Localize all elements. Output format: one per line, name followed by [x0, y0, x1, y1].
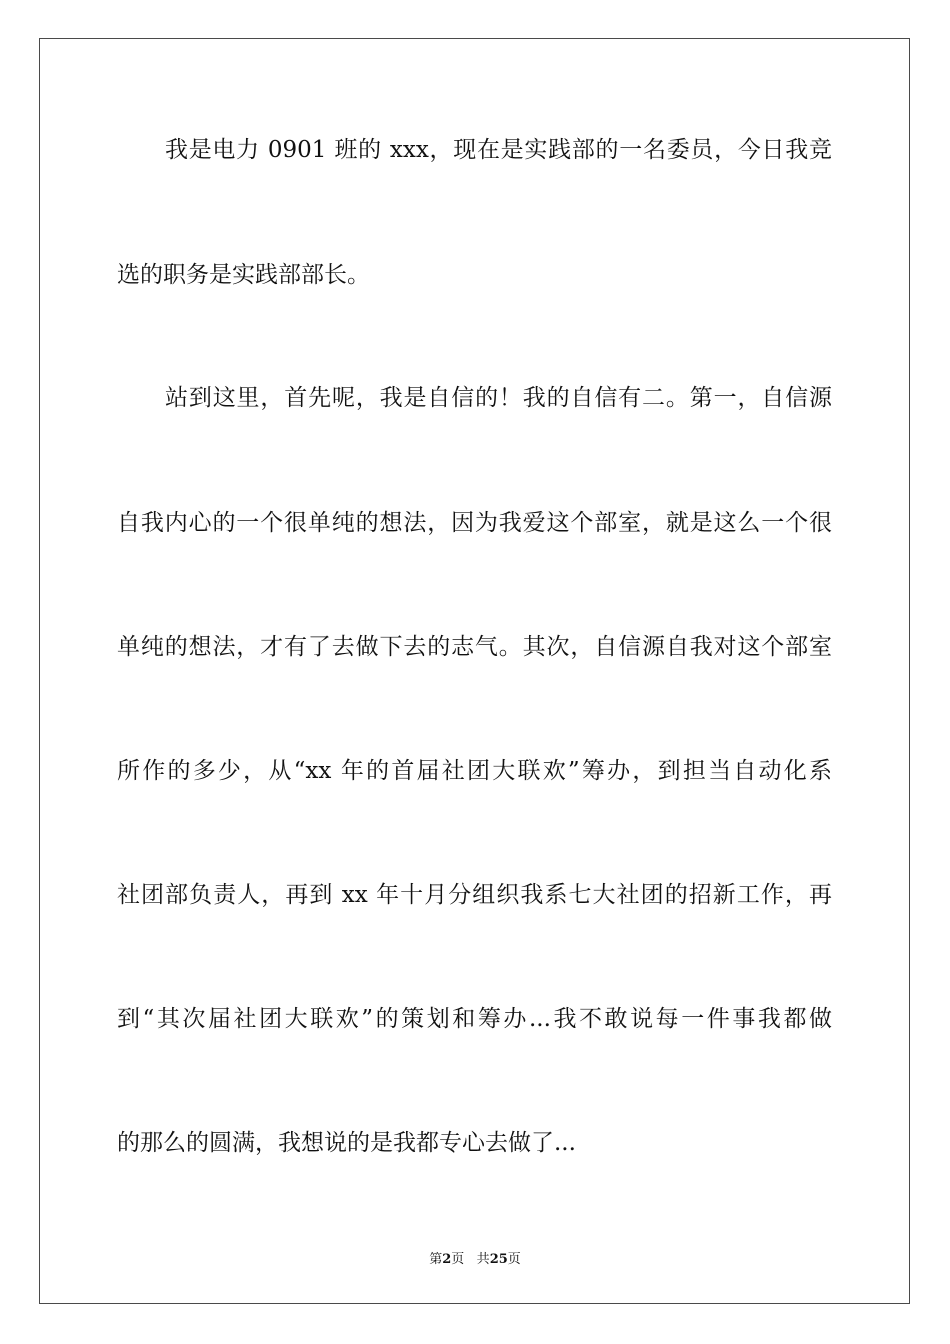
paragraph-2-line-4: 所作的多少，从“xx 年的首届社团大联欢”筹办，到担当自动化系	[117, 758, 832, 784]
total-prefix: 共	[476, 1252, 490, 1267]
paragraph-2-line-3: 单纯的想法，才有了去做下去的志气。其次，自信源自我对这个部室	[117, 634, 832, 660]
paragraph-1-line-1: 我是电力 0901 班的 xxx，现在是实践部的一名委员，今日我竞	[165, 137, 832, 163]
page-border	[39, 38, 910, 1304]
page-footer	[0, 1248, 950, 1267]
paragraph-1-line-2: 选的职务是实践部部长。	[117, 262, 370, 288]
paragraph-2-line-2: 自我内心的一个很单纯的想法，因为我爱这个部室，就是这么一个很	[117, 510, 832, 536]
paragraph-2-line-5: 社团部负责人，再到 xx 年十月分组织我系七大社团的招新工作，再	[117, 882, 832, 908]
paragraph-2-line-7: 的那么的圆满，我想说的是我都专心去做了...	[117, 1130, 576, 1156]
paragraph-2-line-6: 到“其次届社团大联欢”的策划和筹办...我不敢说每一件事我都做	[117, 1006, 832, 1032]
page-suffix: 页	[451, 1252, 465, 1267]
total-suffix: 页	[507, 1252, 521, 1267]
page-prefix: 第	[429, 1252, 443, 1267]
total-pages: 25	[489, 1252, 508, 1267]
paragraph-2-line-1: 站到这里，首先呢，我是自信的！我的自信有二。第一，自信源	[165, 385, 832, 411]
page-number: 2	[442, 1252, 452, 1267]
